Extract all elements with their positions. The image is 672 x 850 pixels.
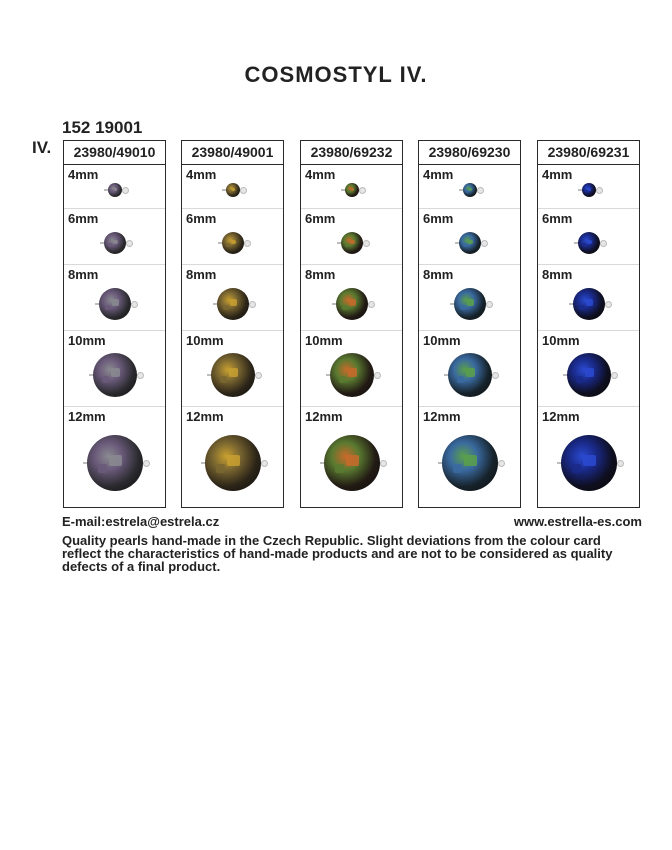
bead-row xyxy=(182,265,283,331)
bead-size-label: 10mm xyxy=(68,333,106,348)
bead-row xyxy=(64,331,165,407)
bead-facet xyxy=(576,376,583,383)
bead-swatch xyxy=(567,353,611,397)
bead-row xyxy=(301,165,402,209)
wire-loop xyxy=(122,187,129,194)
bead-facet xyxy=(586,299,593,305)
bead-facet xyxy=(588,188,591,191)
wire-loop xyxy=(374,372,381,379)
bead-swatch xyxy=(324,435,380,491)
bead-size-label: 10mm xyxy=(423,333,461,348)
bead-facet xyxy=(583,455,595,466)
bead-facet xyxy=(464,455,476,466)
bead-swatch xyxy=(459,232,481,254)
color-card xyxy=(537,140,640,508)
bead-swatch xyxy=(205,435,261,491)
wire-loop xyxy=(380,460,387,467)
bead-size-label: 8mm xyxy=(542,267,573,282)
bead-facet xyxy=(466,368,476,377)
card-code: 23980/49010 xyxy=(64,141,165,165)
wire-loop xyxy=(492,372,499,379)
card-code: 23980/69232 xyxy=(301,141,402,165)
bead-facet xyxy=(231,240,236,244)
bead-size-label: 6mm xyxy=(186,211,217,226)
bead-facet xyxy=(98,464,107,473)
bead-facet xyxy=(229,190,231,192)
wire-loop xyxy=(137,372,144,379)
bead-size-label: 4mm xyxy=(68,167,99,182)
bead-size-label: 12mm xyxy=(423,409,461,424)
bead-facet xyxy=(112,299,119,305)
contact-email[interactable]: E-mail:estrela@estrela.cz xyxy=(62,514,220,529)
wire-loop xyxy=(131,301,138,308)
bead-size-label: 4mm xyxy=(542,167,573,182)
wire-loop xyxy=(596,187,603,194)
bead-facet xyxy=(350,240,355,244)
wire-loop xyxy=(255,372,262,379)
bead-size-label: 10mm xyxy=(305,333,343,348)
bead-swatch xyxy=(582,183,596,197)
bead-row xyxy=(419,331,520,407)
bead-facet xyxy=(460,305,465,310)
bead-facet xyxy=(335,464,344,473)
bead-facet xyxy=(102,376,109,383)
bead-swatch xyxy=(104,232,126,254)
card-code: 23980/69231 xyxy=(538,141,639,165)
bead-size-label: 4mm xyxy=(305,167,336,182)
bead-facet xyxy=(111,190,113,192)
bead-row xyxy=(64,165,165,209)
bead-row xyxy=(301,209,402,265)
bead-facet xyxy=(582,243,586,247)
bead-row xyxy=(64,407,165,507)
card-code: 23980/69230 xyxy=(419,141,520,165)
wire-loop xyxy=(477,187,484,194)
bead-row xyxy=(182,407,283,507)
bead-swatch xyxy=(448,353,492,397)
color-card xyxy=(181,140,284,508)
bead-row xyxy=(64,209,165,265)
bead-size-label: 12mm xyxy=(305,409,343,424)
bead-row xyxy=(419,407,520,507)
wire-loop xyxy=(359,187,366,194)
bead-facet xyxy=(348,190,350,192)
bead-size-label: 8mm xyxy=(68,267,99,282)
bead-facet xyxy=(223,305,228,310)
bead-facet xyxy=(453,464,462,473)
card-code: 23980/49001 xyxy=(182,141,283,165)
bead-facet xyxy=(226,243,230,247)
bead-row xyxy=(538,265,639,331)
bead-facet xyxy=(467,299,474,305)
series-label: IV. xyxy=(32,138,52,157)
bead-swatch xyxy=(345,183,359,197)
wire-loop xyxy=(368,301,375,308)
color-card xyxy=(63,140,166,508)
bead-row xyxy=(419,165,520,209)
bead-size-label: 8mm xyxy=(186,267,217,282)
bead-swatch xyxy=(222,232,244,254)
bead-size-label: 12mm xyxy=(186,409,224,424)
wire-loop xyxy=(617,460,624,467)
bead-facet xyxy=(351,188,354,191)
bead-facet xyxy=(587,240,592,244)
bead-swatch xyxy=(87,435,143,491)
wire-loop xyxy=(486,301,493,308)
bead-swatch xyxy=(330,353,374,397)
bead-facet xyxy=(111,368,121,377)
bead-facet xyxy=(585,190,587,192)
bead-row xyxy=(538,165,639,209)
bead-facet xyxy=(463,243,467,247)
bead-size-label: 4mm xyxy=(423,167,454,182)
wire-loop xyxy=(240,187,247,194)
bead-swatch xyxy=(99,288,131,320)
color-card xyxy=(418,140,521,508)
bead-facet xyxy=(229,368,239,377)
bead-size-label: 8mm xyxy=(423,267,454,282)
bead-size-label: 6mm xyxy=(542,211,573,226)
bead-row xyxy=(538,209,639,265)
bead-row xyxy=(182,209,283,265)
wire-loop xyxy=(605,301,612,308)
bead-swatch xyxy=(463,183,477,197)
bead-swatch xyxy=(341,232,363,254)
wire-loop xyxy=(481,240,488,247)
bead-size-label: 8mm xyxy=(305,267,336,282)
bead-row xyxy=(538,407,639,507)
quality-disclaimer: Quality pearls hand-made in the Czech Republic. Slight deviations from the colour card reflect the characteristics of hand-made products and are not to be considered as quality defects of a final product. xyxy=(62,533,613,574)
website-link[interactable]: www.estrella-es.com xyxy=(513,514,642,529)
bead-facet xyxy=(113,240,118,244)
bead-swatch xyxy=(217,288,249,320)
bead-facet xyxy=(346,455,358,466)
bead-facet xyxy=(216,464,225,473)
bead-swatch xyxy=(561,435,617,491)
bead-facet xyxy=(468,240,473,244)
wire-loop xyxy=(143,460,150,467)
bead-size-label: 10mm xyxy=(186,333,224,348)
bead-facet xyxy=(339,376,346,383)
wire-loop xyxy=(611,372,618,379)
wire-loop xyxy=(249,301,256,308)
bead-facet xyxy=(469,188,472,191)
bead-swatch xyxy=(93,353,137,397)
bead-row xyxy=(419,209,520,265)
bead-swatch xyxy=(336,288,368,320)
bead-row xyxy=(64,265,165,331)
bead-facet xyxy=(466,190,468,192)
bead-facet xyxy=(579,305,584,310)
bead-row xyxy=(301,407,402,507)
wire-loop xyxy=(498,460,505,467)
bead-size-label: 6mm xyxy=(305,211,336,226)
bead-size-label: 6mm xyxy=(423,211,454,226)
page-title: COSMOSTYL IV. xyxy=(244,62,428,87)
product-code: 152 19001 xyxy=(62,118,143,137)
bead-facet xyxy=(345,243,349,247)
bead-facet xyxy=(342,305,347,310)
bead-row xyxy=(301,331,402,407)
wire-loop xyxy=(126,240,133,247)
bead-row xyxy=(419,265,520,331)
wire-loop xyxy=(600,240,607,247)
bead-swatch xyxy=(454,288,486,320)
bead-row xyxy=(538,331,639,407)
bead-swatch xyxy=(573,288,605,320)
bead-swatch xyxy=(226,183,240,197)
bead-facet xyxy=(232,188,235,191)
bead-facet xyxy=(348,368,358,377)
bead-facet xyxy=(220,376,227,383)
bead-swatch xyxy=(442,435,498,491)
wire-loop xyxy=(244,240,251,247)
bead-row xyxy=(301,265,402,331)
bead-facet xyxy=(109,455,121,466)
bead-facet xyxy=(227,455,239,466)
bead-size-label: 10mm xyxy=(542,333,580,348)
bead-row xyxy=(182,165,283,209)
bead-swatch xyxy=(108,183,122,197)
bead-facet xyxy=(105,305,110,310)
bead-facet xyxy=(572,464,581,473)
bead-facet xyxy=(230,299,237,305)
bead-size-label: 6mm xyxy=(68,211,99,226)
bead-facet xyxy=(108,243,112,247)
bead-facet xyxy=(457,376,464,383)
color-card xyxy=(300,140,403,508)
wire-loop xyxy=(363,240,370,247)
bead-size-label: 12mm xyxy=(542,409,580,424)
bead-facet xyxy=(114,188,117,191)
bead-row xyxy=(182,331,283,407)
bead-size-label: 12mm xyxy=(68,409,106,424)
bead-facet xyxy=(585,368,595,377)
wire-loop xyxy=(261,460,268,467)
bead-swatch xyxy=(211,353,255,397)
bead-swatch xyxy=(578,232,600,254)
bead-facet xyxy=(349,299,356,305)
bead-size-label: 4mm xyxy=(186,167,217,182)
